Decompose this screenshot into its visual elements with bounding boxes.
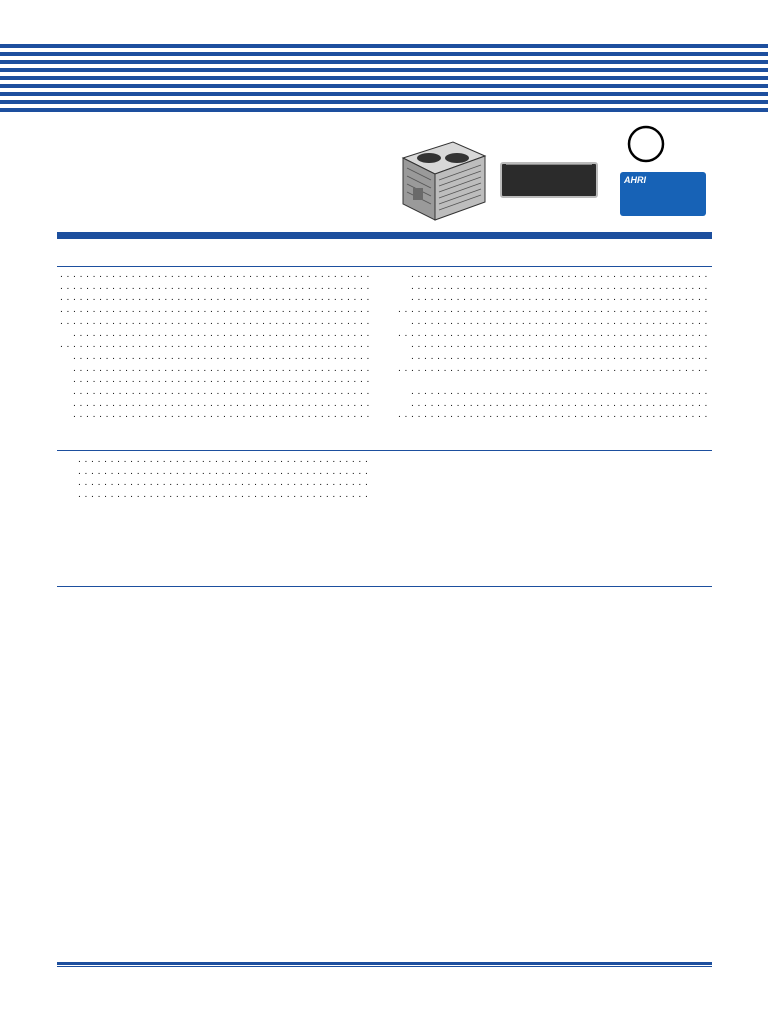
entry-text xyxy=(395,281,408,293)
toc-left-column xyxy=(57,269,373,421)
page-number xyxy=(709,328,712,340)
page-number xyxy=(709,409,712,421)
toc-entry[interactable] xyxy=(57,363,373,375)
list-entry[interactable] xyxy=(57,454,373,466)
page-number xyxy=(370,466,373,478)
page-number xyxy=(709,339,712,351)
page-number xyxy=(709,316,712,328)
entry-text xyxy=(57,398,70,410)
dot-leader xyxy=(395,328,709,340)
toc-rule xyxy=(57,266,712,267)
entry-number xyxy=(57,454,75,466)
dot-leader xyxy=(70,386,370,398)
dot-leader xyxy=(75,489,370,501)
page-number xyxy=(370,398,373,410)
entry-text xyxy=(57,409,70,421)
page-number xyxy=(370,316,373,328)
page-number xyxy=(370,328,373,340)
equipment-logo-text xyxy=(506,164,592,165)
toc-entry[interactable] xyxy=(395,398,712,410)
page-number xyxy=(370,339,373,351)
dot-leader xyxy=(70,409,370,421)
dot-leader xyxy=(75,477,370,489)
dot-leader xyxy=(408,269,709,281)
entry-number xyxy=(57,501,75,513)
tables-left-column xyxy=(57,454,373,513)
toc-right-column xyxy=(395,269,712,421)
toc-entry[interactable] xyxy=(395,363,712,375)
dot-leader xyxy=(408,398,709,410)
page-number xyxy=(370,454,373,466)
entry-text xyxy=(57,386,70,398)
ahri-certified-badge: AHRI xyxy=(620,172,706,216)
toc-entry[interactable] xyxy=(57,292,373,304)
toc-entry[interactable] xyxy=(395,316,712,328)
page-number xyxy=(709,281,712,293)
list-entry[interactable] xyxy=(57,489,373,501)
dot-leader xyxy=(57,316,370,328)
toc-entry[interactable] xyxy=(395,304,712,316)
entry-text xyxy=(395,269,408,281)
dot-leader xyxy=(75,454,370,466)
dot-leader xyxy=(408,339,709,351)
entry-text xyxy=(57,363,70,375)
list-entry[interactable] xyxy=(57,466,373,478)
dot-leader xyxy=(70,363,370,375)
page-number xyxy=(370,292,373,304)
page-number xyxy=(370,363,373,375)
dot-leader xyxy=(408,351,709,363)
header-divider xyxy=(57,232,712,239)
footer-rule-thin xyxy=(57,966,712,967)
tables-rule xyxy=(57,450,712,451)
page-number xyxy=(370,304,373,316)
page-number xyxy=(370,351,373,363)
entry-text xyxy=(395,339,408,351)
list-entry[interactable] xyxy=(57,477,373,489)
toc-entry[interactable] xyxy=(57,304,373,316)
dot-leader xyxy=(408,386,709,398)
toc-entry[interactable] xyxy=(395,339,712,351)
page-number xyxy=(370,281,373,293)
toc-entry[interactable] xyxy=(395,281,712,293)
dot-leader xyxy=(75,466,370,478)
toc-entry[interactable] xyxy=(57,316,373,328)
dot-leader xyxy=(70,374,370,386)
dot-leader xyxy=(408,316,709,328)
dot-leader xyxy=(57,339,370,351)
toc-entry[interactable] xyxy=(395,328,712,340)
page-number xyxy=(370,386,373,398)
dot-leader xyxy=(75,501,370,513)
page-number xyxy=(709,292,712,304)
dot-leader xyxy=(70,351,370,363)
dot-leader xyxy=(408,292,709,304)
entry-text xyxy=(395,374,408,386)
page-number xyxy=(709,351,712,363)
entry-text xyxy=(57,351,70,363)
entry-text xyxy=(57,328,70,340)
dot-leader xyxy=(408,374,709,386)
condensing-unit-image xyxy=(393,128,493,228)
toc-entry[interactable] xyxy=(395,374,712,386)
page-number xyxy=(370,489,373,501)
entry-text xyxy=(395,398,408,410)
dot-leader xyxy=(57,281,370,293)
toc-entry[interactable] xyxy=(395,351,712,363)
csa-logo xyxy=(621,122,671,172)
page-number xyxy=(370,477,373,489)
entry-number xyxy=(57,477,75,489)
page-number xyxy=(370,409,373,421)
toc-entry[interactable] xyxy=(395,409,712,421)
toc-entry[interactable] xyxy=(57,281,373,293)
page-number xyxy=(709,269,712,281)
dot-leader xyxy=(395,363,709,375)
toc-entry[interactable] xyxy=(57,374,373,386)
entry-text xyxy=(395,316,408,328)
dot-leader xyxy=(57,292,370,304)
toc-entry[interactable] xyxy=(57,409,373,421)
toc-entry[interactable] xyxy=(395,292,712,304)
entry-number xyxy=(57,466,75,478)
header-stripes xyxy=(0,40,768,120)
dot-leader xyxy=(408,281,709,293)
dot-leader xyxy=(70,398,370,410)
dot-leader xyxy=(395,409,709,421)
dot-leader xyxy=(57,304,370,316)
figures-rule xyxy=(57,586,712,587)
toc-entry[interactable] xyxy=(57,328,373,340)
toc-entry[interactable] xyxy=(57,398,373,410)
toc-entry[interactable] xyxy=(395,269,712,281)
list-entry[interactable] xyxy=(57,501,373,513)
page-number xyxy=(709,304,712,316)
page-number xyxy=(370,269,373,281)
entry-number xyxy=(57,489,75,501)
page-number xyxy=(709,363,712,375)
page-number xyxy=(709,386,712,398)
entry-text xyxy=(395,386,408,398)
footer-rule xyxy=(57,962,712,965)
page-number xyxy=(709,398,712,410)
entry-text xyxy=(57,374,70,386)
dot-leader xyxy=(70,328,370,340)
toc-entry[interactable] xyxy=(57,351,373,363)
toc-entry[interactable] xyxy=(57,269,373,281)
toc-entry[interactable] xyxy=(57,339,373,351)
dot-leader xyxy=(57,269,370,281)
page-number xyxy=(709,374,712,386)
toc-entry[interactable] xyxy=(57,386,373,398)
dot-leader xyxy=(395,304,709,316)
smart-equipment-logo xyxy=(500,162,598,198)
page-number xyxy=(370,374,373,386)
entry-text xyxy=(395,351,408,363)
toc-entry[interactable] xyxy=(395,386,712,398)
page-number xyxy=(370,501,373,513)
entry-text xyxy=(395,292,408,304)
